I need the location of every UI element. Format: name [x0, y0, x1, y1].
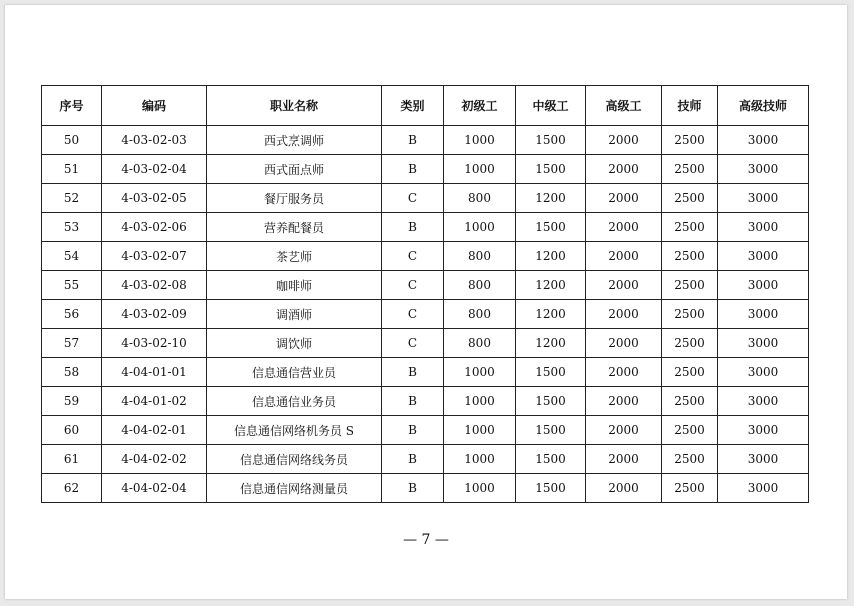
- cell-senior: 2000: [586, 300, 662, 329]
- cell-junior: 1000: [444, 416, 516, 445]
- cell-index: 50: [42, 126, 102, 155]
- table-row: [42, 358, 809, 387]
- cell-intermediate: 1500: [516, 358, 586, 387]
- cell-index: 56: [42, 300, 102, 329]
- cell-junior: 1000: [444, 387, 516, 416]
- header-intermediate: 中级工: [516, 86, 586, 126]
- cell-junior: 1000: [444, 155, 516, 184]
- cell-senior-technician: 3000: [718, 242, 809, 271]
- cell-index: 52: [42, 184, 102, 213]
- cell-intermediate: 1500: [516, 474, 586, 503]
- cell-code: 4-03-02-07: [102, 242, 207, 271]
- table-header-row: [42, 86, 809, 126]
- table-body: [42, 126, 809, 503]
- cell-senior: 2000: [586, 445, 662, 474]
- cell-senior: 2000: [586, 329, 662, 358]
- cell-occupation-name: 调酒师: [207, 300, 382, 329]
- cell-index: 51: [42, 155, 102, 184]
- header-junior: 初级工: [444, 86, 516, 126]
- cell-junior: 800: [444, 300, 516, 329]
- header-technician: 技师: [662, 86, 718, 126]
- cell-technician: 2500: [662, 242, 718, 271]
- cell-intermediate: 1500: [516, 416, 586, 445]
- cell-intermediate: 1200: [516, 329, 586, 358]
- cell-code: 4-04-02-02: [102, 445, 207, 474]
- cell-code: 4-03-02-04: [102, 155, 207, 184]
- cell-category: B: [382, 155, 444, 184]
- cell-junior: 800: [444, 329, 516, 358]
- cell-junior: 800: [444, 242, 516, 271]
- cell-category: B: [382, 126, 444, 155]
- cell-senior: 2000: [586, 126, 662, 155]
- cell-occupation-name: 信息通信网络线务员: [207, 445, 382, 474]
- cell-senior-technician: 3000: [718, 300, 809, 329]
- cell-category: C: [382, 300, 444, 329]
- cell-junior: 1000: [444, 126, 516, 155]
- cell-occupation-name: 信息通信网络测量员: [207, 474, 382, 503]
- cell-senior-technician: 3000: [718, 155, 809, 184]
- cell-category: C: [382, 242, 444, 271]
- cell-occupation-name: 茶艺师: [207, 242, 382, 271]
- cell-index: 57: [42, 329, 102, 358]
- cell-code: 4-03-02-05: [102, 184, 207, 213]
- cell-code: 4-03-02-08: [102, 271, 207, 300]
- table-row: [42, 271, 809, 300]
- cell-code: 4-03-02-06: [102, 213, 207, 242]
- cell-technician: 2500: [662, 387, 718, 416]
- cell-category: C: [382, 184, 444, 213]
- cell-code: 4-03-02-10: [102, 329, 207, 358]
- cell-technician: 2500: [662, 416, 718, 445]
- cell-code: 4-04-01-01: [102, 358, 207, 387]
- cell-senior-technician: 3000: [718, 387, 809, 416]
- cell-category: B: [382, 358, 444, 387]
- header-senior-technician: 高级技师: [718, 86, 809, 126]
- cell-senior-technician: 3000: [718, 329, 809, 358]
- cell-occupation-name: 信息通信营业员: [207, 358, 382, 387]
- cell-senior: 2000: [586, 155, 662, 184]
- cell-senior: 2000: [586, 242, 662, 271]
- cell-category: B: [382, 213, 444, 242]
- cell-intermediate: 1500: [516, 213, 586, 242]
- cell-intermediate: 1500: [516, 387, 586, 416]
- table-row: [42, 184, 809, 213]
- cell-senior: 2000: [586, 387, 662, 416]
- cell-index: 60: [42, 416, 102, 445]
- header-category: 类别: [382, 86, 444, 126]
- cell-index: 54: [42, 242, 102, 271]
- cell-senior-technician: 3000: [718, 184, 809, 213]
- table-row: [42, 242, 809, 271]
- cell-intermediate: 1200: [516, 184, 586, 213]
- header-code: 编码: [102, 86, 207, 126]
- cell-senior: 2000: [586, 358, 662, 387]
- cell-senior: 2000: [586, 184, 662, 213]
- cell-index: 62: [42, 474, 102, 503]
- cell-senior: 2000: [586, 271, 662, 300]
- cell-occupation-name: 调饮师: [207, 329, 382, 358]
- cell-junior: 1000: [444, 358, 516, 387]
- table-row: [42, 474, 809, 503]
- cell-junior: 800: [444, 271, 516, 300]
- cell-junior: 1000: [444, 474, 516, 503]
- cell-technician: 2500: [662, 271, 718, 300]
- cell-senior-technician: 3000: [718, 474, 809, 503]
- cell-occupation-name: 西式面点师: [207, 155, 382, 184]
- cell-intermediate: 1500: [516, 445, 586, 474]
- cell-technician: 2500: [662, 329, 718, 358]
- cell-index: 55: [42, 271, 102, 300]
- header-occupation-name: 职业名称: [207, 86, 382, 126]
- cell-occupation-name: 信息通信网络机务员 S: [207, 416, 382, 445]
- cell-senior-technician: 3000: [718, 445, 809, 474]
- cell-senior-technician: 3000: [718, 213, 809, 242]
- cell-category: B: [382, 474, 444, 503]
- table-row: [42, 329, 809, 358]
- cell-category: B: [382, 445, 444, 474]
- cell-technician: 2500: [662, 358, 718, 387]
- table-row: [42, 155, 809, 184]
- cell-occupation-name: 餐厅服务员: [207, 184, 382, 213]
- cell-category: C: [382, 329, 444, 358]
- cell-code: 4-04-01-02: [102, 387, 207, 416]
- cell-junior: 800: [444, 184, 516, 213]
- cell-junior: 1000: [444, 445, 516, 474]
- cell-category: C: [382, 271, 444, 300]
- cell-intermediate: 1500: [516, 155, 586, 184]
- cell-code: 4-03-02-03: [102, 126, 207, 155]
- cell-technician: 2500: [662, 155, 718, 184]
- cell-category: B: [382, 387, 444, 416]
- cell-senior: 2000: [586, 416, 662, 445]
- header-index: 序号: [42, 86, 102, 126]
- cell-intermediate: 1200: [516, 300, 586, 329]
- cell-index: 53: [42, 213, 102, 242]
- cell-technician: 2500: [662, 184, 718, 213]
- cell-index: 61: [42, 445, 102, 474]
- cell-technician: 2500: [662, 213, 718, 242]
- cell-technician: 2500: [662, 445, 718, 474]
- cell-junior: 1000: [444, 213, 516, 242]
- cell-technician: 2500: [662, 474, 718, 503]
- cell-senior: 2000: [586, 474, 662, 503]
- cell-code: 4-04-02-04: [102, 474, 207, 503]
- cell-intermediate: 1200: [516, 242, 586, 271]
- cell-code: 4-04-02-01: [102, 416, 207, 445]
- cell-occupation-name: 营养配餐员: [207, 213, 382, 242]
- cell-intermediate: 1500: [516, 126, 586, 155]
- cell-category: B: [382, 416, 444, 445]
- cell-senior: 2000: [586, 213, 662, 242]
- cell-index: 59: [42, 387, 102, 416]
- table-row: [42, 213, 809, 242]
- table-row: [42, 387, 809, 416]
- cell-code: 4-03-02-09: [102, 300, 207, 329]
- cell-senior-technician: 3000: [718, 416, 809, 445]
- cell-index: 58: [42, 358, 102, 387]
- cell-occupation-name: 信息通信业务员: [207, 387, 382, 416]
- table-row: [42, 445, 809, 474]
- occupation-subsidy-table: [41, 85, 809, 503]
- table-row: [42, 416, 809, 445]
- header-senior: 高级工: [586, 86, 662, 126]
- document-page: [5, 5, 847, 599]
- cell-senior-technician: 3000: [718, 271, 809, 300]
- table-row: [42, 300, 809, 329]
- cell-occupation-name: 西式烹调师: [207, 126, 382, 155]
- cell-technician: 2500: [662, 126, 718, 155]
- cell-senior-technician: 3000: [718, 126, 809, 155]
- page-number: — 7 —: [403, 532, 449, 548]
- cell-intermediate: 1200: [516, 271, 586, 300]
- cell-technician: 2500: [662, 300, 718, 329]
- table-row: [42, 126, 809, 155]
- cell-occupation-name: 咖啡师: [207, 271, 382, 300]
- cell-senior-technician: 3000: [718, 358, 809, 387]
